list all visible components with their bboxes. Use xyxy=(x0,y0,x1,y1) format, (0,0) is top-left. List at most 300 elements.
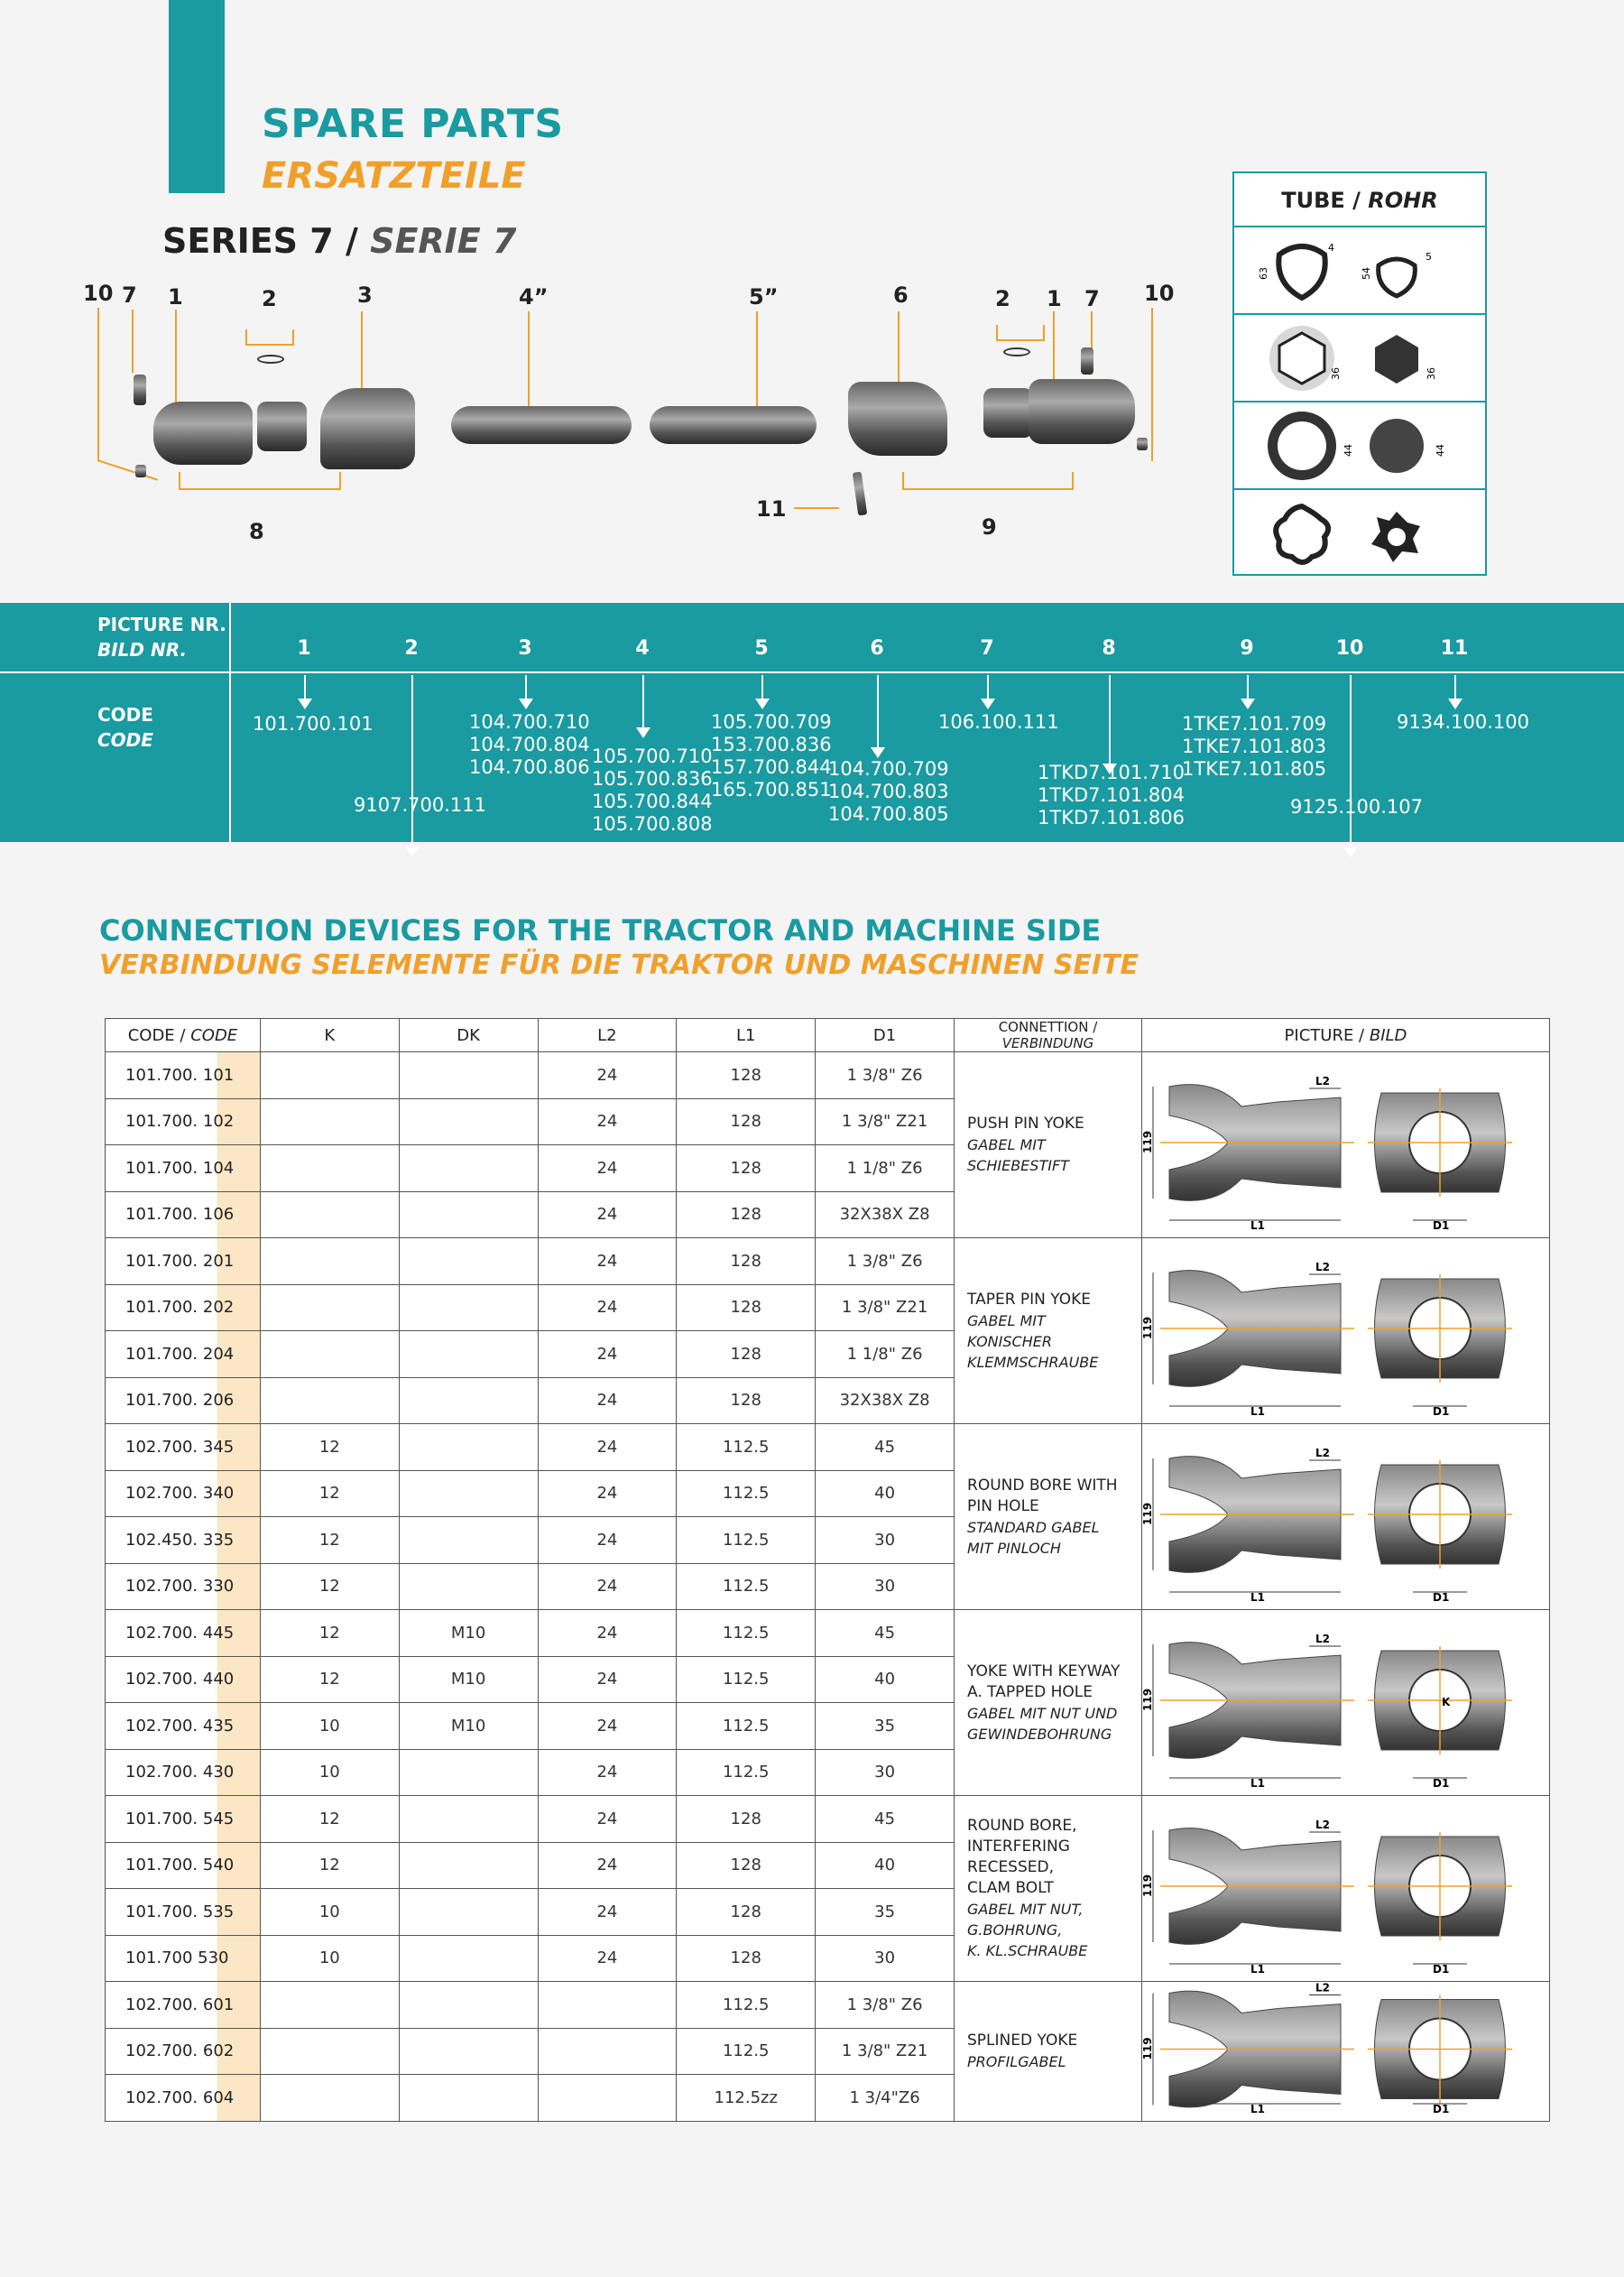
table-body xyxy=(106,1052,1550,2122)
connection-type-de: MIT PINLOCH xyxy=(967,1539,1061,1557)
diagram-label: 1 xyxy=(168,284,183,310)
cell-l1: 128 xyxy=(677,1796,816,1843)
dim-l1: L1 xyxy=(1250,1219,1266,1232)
leader-line xyxy=(175,310,177,404)
col-l1: L1 xyxy=(677,1019,816,1052)
dim-k: K xyxy=(1442,1696,1451,1708)
part-code-10: 9125.100.107 xyxy=(1290,796,1423,818)
cell-l1: 128 xyxy=(677,1935,816,1982)
grease-nipple-icon xyxy=(135,465,146,477)
picture-number: 7 xyxy=(980,637,994,660)
col-connection-separator: / xyxy=(1088,1019,1098,1035)
part-code-1: 101.700.101 xyxy=(253,713,374,735)
cell-l1: 128 xyxy=(677,1145,816,1192)
cell-l2: 24 xyxy=(538,1703,677,1750)
cell-k xyxy=(260,1238,399,1285)
part-code: 104.700.804 xyxy=(469,734,590,755)
cell-code: 101.700. 104 xyxy=(106,1145,261,1192)
dim-height: 119 xyxy=(1142,1502,1155,1525)
cell-code: 101.700. 545 xyxy=(106,1796,261,1843)
leader-line xyxy=(1151,308,1153,461)
cell-d1: 35 xyxy=(816,1889,955,1936)
yoke-part-1 xyxy=(153,402,253,465)
cell-l2: 24 xyxy=(538,1470,677,1517)
cell-dk: M10 xyxy=(399,1703,538,1750)
cell-l2: 24 xyxy=(538,1052,677,1099)
cell-dk: M10 xyxy=(399,1656,538,1703)
cell-l2: 24 xyxy=(538,1610,677,1657)
cell-k: 12 xyxy=(260,1563,399,1610)
cell-l1: 112.5zz xyxy=(677,2075,816,2122)
cell-d1: 1 3/8" Z21 xyxy=(816,2028,955,2075)
cell-k: 12 xyxy=(260,1470,399,1517)
part-code: 104.700.806 xyxy=(469,756,590,778)
picture-number: 1 xyxy=(297,637,311,660)
connection-type-de: GEWINDEBOHRUNG xyxy=(967,1725,1112,1743)
part-code-5 xyxy=(711,711,832,801)
arrow-icon xyxy=(987,675,989,700)
cell-d1: 35 xyxy=(816,1703,955,1750)
series-separator: / xyxy=(333,221,371,261)
series-label: SERIES 7 xyxy=(162,221,334,261)
part-code-2: 9107.700.111 xyxy=(354,794,486,816)
dim-l1: L1 xyxy=(1250,1591,1266,1604)
cell-code: 102.700. 604 xyxy=(106,2075,261,2122)
connection-type: A. TAPPED HOLE xyxy=(967,1682,1093,1701)
cell-code: 102.700. 440 xyxy=(106,1656,261,1703)
cell-k xyxy=(260,1191,399,1238)
cell-code: 101.700. 204 xyxy=(106,1331,261,1378)
part-code: 1TKD7.101.804 xyxy=(1038,784,1186,806)
spare-parts-band xyxy=(0,603,1624,842)
picture-number: 4 xyxy=(635,637,650,660)
part-code: 104.700.803 xyxy=(828,781,949,802)
table-header-row xyxy=(106,1019,1550,1052)
connection-type-de: KLEMMSCHRAUBE xyxy=(967,1353,1099,1371)
dim-height: 119 xyxy=(1142,1874,1155,1897)
cell-d1: 40 xyxy=(816,1656,955,1703)
part-code: 157.700.844 xyxy=(711,756,832,778)
diagram-label: 6 xyxy=(893,282,909,308)
bracket-9 xyxy=(902,472,1074,490)
connection-type: SPLINED YOKE xyxy=(967,2032,1078,2050)
cell-l2 xyxy=(538,1982,677,2029)
dim-d1: D1 xyxy=(1433,1591,1450,1604)
part-code: 1TKE7.101.805 xyxy=(1182,758,1327,780)
table-row xyxy=(106,1052,1550,1099)
tube-title xyxy=(1234,173,1485,227)
grease-nipple-icon xyxy=(1137,438,1148,450)
spline-profile-icon xyxy=(1234,403,1485,490)
diagram-label: 10 xyxy=(1144,281,1175,306)
cell-picture xyxy=(1141,1238,1549,1424)
cell-dk xyxy=(399,1191,538,1238)
col-dk: DK xyxy=(399,1019,538,1052)
col-connection-label-de: VERBINDUNG xyxy=(1001,1035,1094,1051)
picture-number: 8 xyxy=(1102,637,1116,660)
cell-dk xyxy=(399,1889,538,1936)
connection-type: YOKE WITH KEYWAY xyxy=(967,1661,1121,1680)
cell-l1: 128 xyxy=(677,1238,816,1285)
cell-k: 12 xyxy=(260,1796,399,1843)
part-code: 1TKE7.101.709 xyxy=(1182,713,1327,735)
snap-ring-icon xyxy=(1003,347,1030,356)
cell-dk xyxy=(399,1796,538,1843)
cell-l1: 112.5 xyxy=(677,2028,816,2075)
dim-l2: L2 xyxy=(1315,1819,1331,1831)
part-code-6 xyxy=(828,758,949,826)
cell-connection xyxy=(955,1052,1142,1238)
cell-d1: 40 xyxy=(816,1842,955,1889)
cell-code: 102.700. 330 xyxy=(106,1563,261,1610)
cell-l1: 112.5 xyxy=(677,1610,816,1657)
diagram-label: 5” xyxy=(749,284,779,310)
part-code: 104.700.709 xyxy=(828,758,949,780)
connection-type-de: GABEL MIT NUT UND xyxy=(967,1704,1118,1722)
cell-l2: 24 xyxy=(538,1563,677,1610)
cell-dk xyxy=(399,1424,538,1471)
tube-dim: 63 xyxy=(1258,267,1269,280)
arrow-icon xyxy=(877,675,879,749)
picture-number: 9 xyxy=(1240,637,1254,660)
col-picture-label: PICTURE xyxy=(1284,1025,1354,1045)
cell-d1: 30 xyxy=(816,1563,955,1610)
diagram-label: 10 xyxy=(83,281,114,306)
dim-d1: D1 xyxy=(1433,1963,1450,1976)
cell-k xyxy=(260,2075,399,2122)
section-title: CONNECTION DEVICES FOR THE TRACTOR AND MACHINE SIDE xyxy=(99,913,1102,948)
dim-l2: L2 xyxy=(1315,1261,1331,1273)
cell-d1: 1 1/8" Z6 xyxy=(816,1331,955,1378)
leader-line xyxy=(528,311,530,418)
cell-d1: 45 xyxy=(816,1424,955,1471)
cell-d1: 30 xyxy=(816,1749,955,1796)
cell-dk xyxy=(399,1517,538,1564)
col-code-separator: / xyxy=(174,1025,191,1045)
cell-k: 10 xyxy=(260,1749,399,1796)
dim-l1: L1 xyxy=(1250,2103,1266,2115)
cell-dk xyxy=(399,1145,538,1192)
code-label-de: CODE xyxy=(97,729,153,751)
leader-line xyxy=(132,310,134,373)
cell-k: 12 xyxy=(260,1656,399,1703)
cell-l1: 112.5 xyxy=(677,1656,816,1703)
header-accent-bar xyxy=(169,0,225,193)
cell-d1: 1 3/8" Z6 xyxy=(816,1982,955,2029)
col-code-label-de: CODE xyxy=(190,1025,238,1045)
arrow-icon xyxy=(1454,675,1456,700)
cell-picture xyxy=(1141,1424,1549,1610)
tube-dim: 4 xyxy=(1328,242,1334,254)
picture-number: 6 xyxy=(870,637,884,660)
cell-picture xyxy=(1141,1610,1549,1796)
grease-nipple-icon xyxy=(1081,347,1093,375)
part-code: 105.700.709 xyxy=(711,711,832,733)
leader-line xyxy=(97,459,158,481)
cell-l1: 128 xyxy=(677,1052,816,1099)
spring-pin-part-11 xyxy=(853,472,868,516)
yoke-drawing-icon xyxy=(1142,1796,1548,1976)
part-code: 153.700.836 xyxy=(711,734,832,755)
cell-d1: 1 3/4"Z6 xyxy=(816,2075,955,2122)
cell-l2 xyxy=(538,2075,677,2122)
connection-type: ROUND BORE, xyxy=(967,1817,1077,1835)
tube-title-label-de: ROHR xyxy=(1368,188,1438,213)
cell-l1: 112.5 xyxy=(677,1470,816,1517)
col-d1: D1 xyxy=(816,1019,955,1052)
cell-code: 101.700. 206 xyxy=(106,1377,261,1424)
connection-type-de: K. KL.SCHRAUBE xyxy=(967,1942,1088,1959)
diagram-label: 7 xyxy=(122,282,137,308)
yoke-drawing-icon xyxy=(1142,1424,1548,1605)
cell-code: 102.700. 435 xyxy=(106,1703,261,1750)
yoke-drawing-icon xyxy=(1142,1982,1548,2116)
yoke-drawing-icon xyxy=(1142,1052,1548,1233)
col-picture-label-de: BILD xyxy=(1369,1025,1407,1045)
part-code-9 xyxy=(1182,713,1326,781)
cell-dk xyxy=(399,1842,538,1889)
arrow-icon xyxy=(642,675,644,729)
cell-dk: M10 xyxy=(399,1610,538,1657)
page-title: SPARE PARTS xyxy=(262,101,564,147)
cell-connection xyxy=(955,1238,1142,1424)
cell-dk xyxy=(399,1284,538,1331)
picture-number: 10 xyxy=(1335,637,1364,660)
tube-profile-triangle xyxy=(1234,227,1485,315)
dim-height: 119 xyxy=(1142,1130,1155,1153)
diagram-label: 3 xyxy=(357,282,373,308)
cell-l2: 24 xyxy=(538,1424,677,1471)
cell-k: 10 xyxy=(260,1935,399,1982)
cell-l1: 112.5 xyxy=(677,1424,816,1471)
cell-code: 101.700. 106 xyxy=(106,1191,261,1238)
connection-type-de: STANDARD GABEL xyxy=(967,1518,1100,1536)
connection-table xyxy=(105,1018,1550,2122)
part-code: 105.700.710 xyxy=(592,745,713,767)
cell-dk xyxy=(399,1377,538,1424)
arrow-icon xyxy=(304,675,306,700)
arrow-icon xyxy=(1247,675,1249,700)
section-title-de: VERBINDUNG SELEMENTE FÜR DIE TRAKTOR UND MASCHINEN SEITE xyxy=(99,949,1140,981)
picture-nr-label: PICTURE NR. xyxy=(97,614,226,635)
picture-number: 11 xyxy=(1440,637,1469,660)
cell-k: 10 xyxy=(260,1703,399,1750)
col-connection-label: CONNETTION xyxy=(998,1019,1089,1035)
cell-k: 12 xyxy=(260,1610,399,1657)
cell-l2: 24 xyxy=(538,1098,677,1145)
tube-dim: 36 xyxy=(1426,367,1437,380)
cell-d1: 1 3/8" Z6 xyxy=(816,1052,955,1099)
cell-d1: 30 xyxy=(816,1935,955,1982)
cell-k xyxy=(260,1098,399,1145)
part-code-3 xyxy=(469,711,590,779)
connection-type: ROUND BORE WITH xyxy=(967,1476,1118,1495)
band-header xyxy=(0,603,1624,673)
yoke-part-3 xyxy=(320,388,415,469)
diagram-label: 9 xyxy=(982,514,997,540)
connection-type: PIN HOLE xyxy=(967,1496,1039,1515)
part-code: 105.700.844 xyxy=(592,791,713,812)
cell-dk xyxy=(399,1098,538,1145)
cell-dk xyxy=(399,1982,538,2029)
cell-l1: 128 xyxy=(677,1331,816,1378)
cell-dk xyxy=(399,1563,538,1610)
diagram-label: 11 xyxy=(756,496,787,522)
part-code-11: 9134.100.100 xyxy=(1397,711,1529,733)
dim-d1: D1 xyxy=(1433,1777,1450,1790)
connection-type: RECESSED, xyxy=(967,1858,1054,1876)
cell-l2: 24 xyxy=(538,1377,677,1424)
table-row xyxy=(106,1610,1550,1657)
cell-code: 101.700. 101 xyxy=(106,1052,261,1099)
part-code: 105.700.808 xyxy=(592,813,713,835)
cell-k: 12 xyxy=(260,1517,399,1564)
yoke-part-6 xyxy=(848,382,947,456)
series-title xyxy=(162,221,516,261)
cell-picture xyxy=(1141,1052,1549,1238)
cell-code: 102.700. 601 xyxy=(106,1982,261,2029)
arrow-icon xyxy=(411,675,413,848)
cell-k xyxy=(260,2028,399,2075)
cell-dk xyxy=(399,1331,538,1378)
cell-code: 101.700. 540 xyxy=(106,1842,261,1889)
dim-l2: L2 xyxy=(1315,1447,1331,1459)
triangle-profile-icon xyxy=(1234,227,1485,315)
dim-height: 119 xyxy=(1142,2037,1155,2060)
code-label: CODE xyxy=(97,704,153,726)
cell-code: 102.700. 430 xyxy=(106,1749,261,1796)
cell-k: 10 xyxy=(260,1889,399,1936)
cell-connection xyxy=(955,1610,1142,1796)
cell-connection xyxy=(955,1796,1142,1982)
bracket xyxy=(996,325,1045,341)
cell-d1: 45 xyxy=(816,1796,955,1843)
cross-kit-part-2b xyxy=(983,388,1033,438)
yoke-drawing-icon xyxy=(1142,1238,1548,1419)
connection-type-de: GABEL MIT xyxy=(967,1136,1046,1153)
connection-type-de: G.BOHRUNG, xyxy=(967,1921,1063,1939)
cell-l2: 24 xyxy=(538,1842,677,1889)
cell-d1: 32X38X Z8 xyxy=(816,1377,955,1424)
cell-l2: 24 xyxy=(538,1145,677,1192)
table-row xyxy=(106,1796,1550,1843)
connection-type-de: SCHIEBESTIFT xyxy=(967,1157,1069,1174)
cell-code: 101.700. 201 xyxy=(106,1238,261,1285)
cell-k: 12 xyxy=(260,1424,399,1471)
cell-l2: 24 xyxy=(538,1935,677,1982)
col-picture-separator: / xyxy=(1353,1025,1370,1045)
cell-l1: 112.5 xyxy=(677,1749,816,1796)
dim-l1: L1 xyxy=(1250,1963,1266,1976)
table-row xyxy=(106,1982,1550,2029)
dim-d1: D1 xyxy=(1433,1219,1450,1232)
cell-k xyxy=(260,1145,399,1192)
cell-k xyxy=(260,1284,399,1331)
tube-dim: 5 xyxy=(1426,251,1432,263)
snap-ring-icon xyxy=(257,355,284,364)
cell-connection xyxy=(955,1424,1142,1610)
cell-d1: 45 xyxy=(816,1610,955,1657)
diagram-label: 7 xyxy=(1084,286,1100,311)
cell-code: 101.700. 202 xyxy=(106,1284,261,1331)
cell-k xyxy=(260,1331,399,1378)
hex-profile-icon xyxy=(1234,315,1485,403)
tube-part-5 xyxy=(650,406,817,444)
yoke-drawing-icon xyxy=(1142,1610,1548,1791)
cell-dk xyxy=(399,2075,538,2122)
col-k: K xyxy=(260,1019,399,1052)
series-label-de: SERIE 7 xyxy=(370,221,517,261)
cell-l1: 128 xyxy=(677,1098,816,1145)
cell-picture xyxy=(1141,1982,1549,2122)
part-code-7: 106.100.111 xyxy=(938,711,1059,733)
arrow-icon xyxy=(761,675,763,700)
dim-d1: D1 xyxy=(1433,1405,1450,1418)
cell-dk xyxy=(399,1935,538,1982)
tube-dim: 44 xyxy=(1435,444,1446,457)
dim-height: 119 xyxy=(1142,1316,1155,1339)
cell-code: 102.450. 335 xyxy=(106,1517,261,1564)
dim-l2: L2 xyxy=(1315,1982,1331,1995)
cell-code: 102.700. 602 xyxy=(106,2028,261,2075)
cell-l1: 128 xyxy=(677,1377,816,1424)
dim-height: 119 xyxy=(1142,1688,1155,1711)
cell-l1: 128 xyxy=(677,1889,816,1936)
cell-connection xyxy=(955,1982,1142,2122)
bracket xyxy=(245,329,294,346)
cell-picture xyxy=(1141,1796,1549,1982)
cell-l1: 112.5 xyxy=(677,1563,816,1610)
cell-l2 xyxy=(538,2028,677,2075)
part-code: 104.700.710 xyxy=(469,711,590,733)
diagram-label: 2 xyxy=(995,286,1010,311)
cell-l2: 24 xyxy=(538,1749,677,1796)
cell-l1: 112.5 xyxy=(677,1517,816,1564)
part-code-4 xyxy=(592,745,713,836)
connection-type: CLAM BOLT xyxy=(967,1879,1054,1897)
connection-type: INTERFERING xyxy=(967,1837,1070,1856)
connection-type: TAPER PIN YOKE xyxy=(967,1290,1092,1309)
page-subtitle: ERSATZTEILE xyxy=(262,155,526,197)
cell-l1: 112.5 xyxy=(677,1982,816,2029)
picture-number: 2 xyxy=(404,637,419,660)
tube-profile-spline xyxy=(1234,403,1485,490)
tube-part-4 xyxy=(451,406,632,444)
col-picture xyxy=(1141,1019,1549,1052)
cell-code: 101.700. 102 xyxy=(106,1098,261,1145)
tube-profile-star xyxy=(1234,490,1485,578)
col-l2: L2 xyxy=(538,1019,677,1052)
dim-d1: D1 xyxy=(1433,2103,1450,2115)
cell-k xyxy=(260,1377,399,1424)
bracket-8 xyxy=(179,472,341,490)
part-code: 104.700.805 xyxy=(828,803,949,825)
cell-k xyxy=(260,1982,399,2029)
cell-k xyxy=(260,1052,399,1099)
arrow-icon xyxy=(1350,675,1352,848)
cell-l2: 24 xyxy=(538,1889,677,1936)
tube-profiles-box xyxy=(1232,171,1487,576)
arrow-icon xyxy=(525,675,527,700)
cell-dk xyxy=(399,1052,538,1099)
table-row xyxy=(106,1238,1550,1285)
picture-number: 5 xyxy=(754,637,769,660)
leader-line xyxy=(756,311,758,418)
picture-number: 3 xyxy=(518,637,532,660)
part-code: 1TKD7.101.710 xyxy=(1038,762,1186,783)
dim-l1: L1 xyxy=(1250,1777,1266,1790)
dim-l2: L2 xyxy=(1315,1633,1331,1645)
